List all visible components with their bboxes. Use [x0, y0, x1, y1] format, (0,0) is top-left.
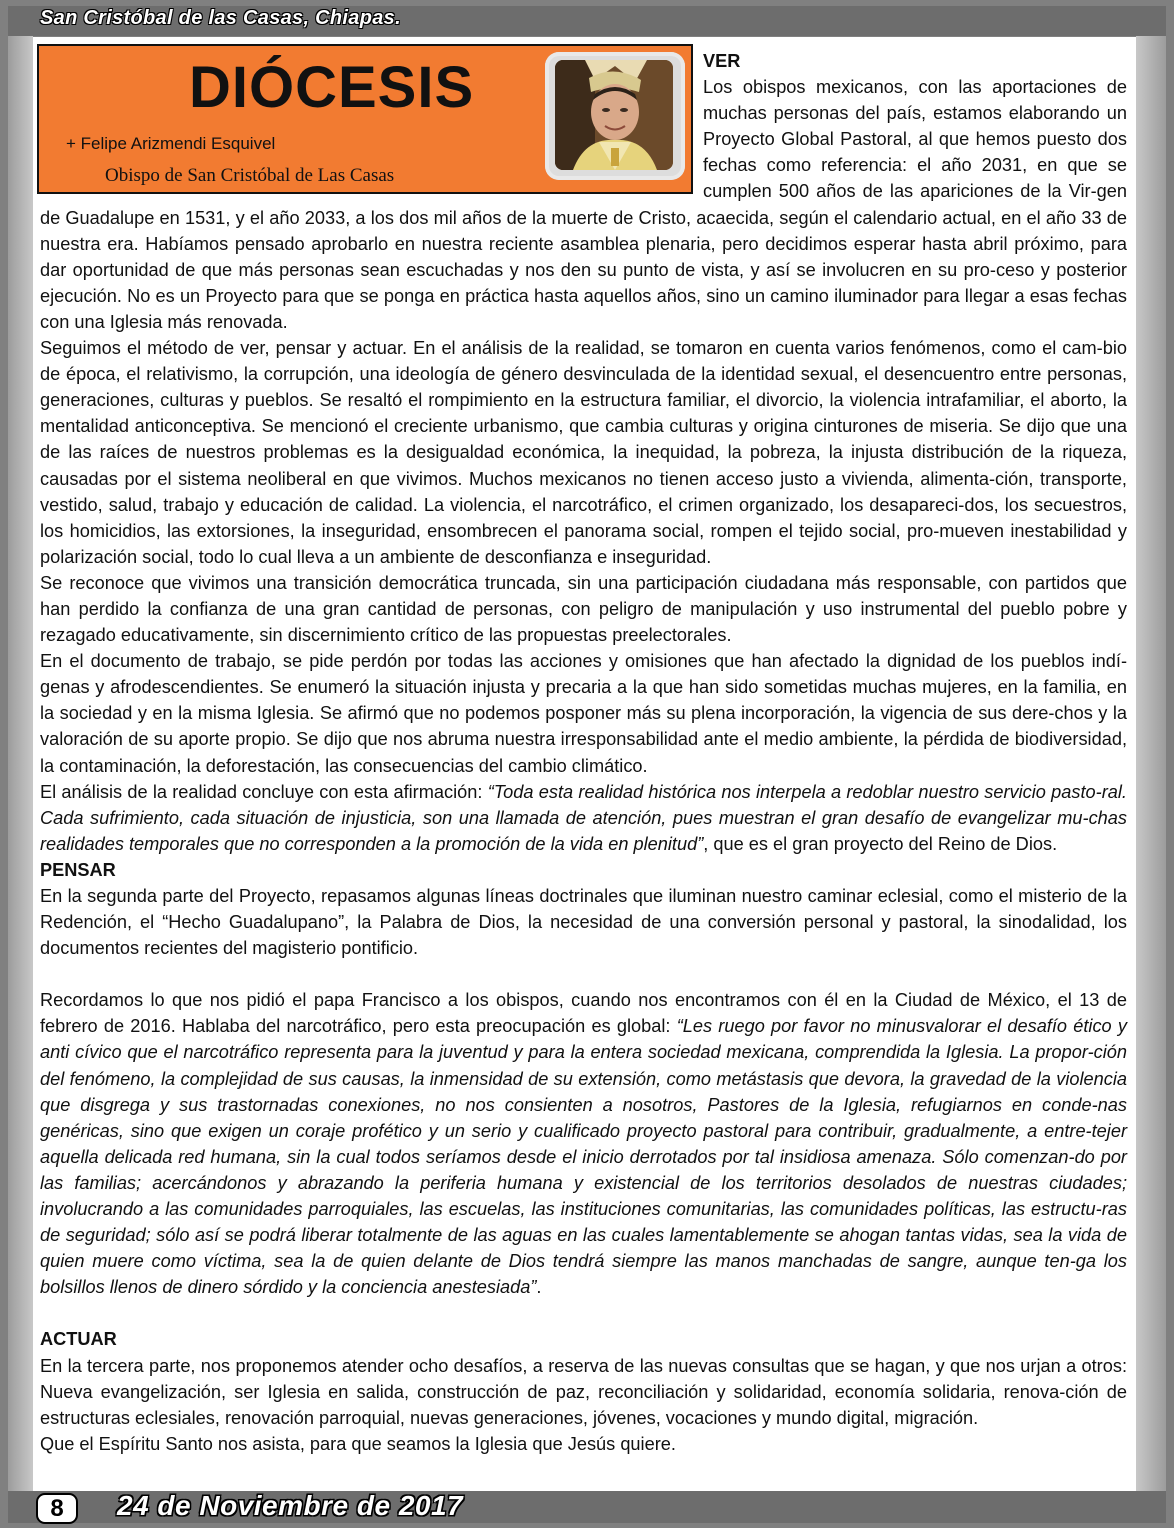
- paragraph: Los obispos mexicanos, con las aportaciones de muchas personas del país, estamos elaborando un Proyecto Global Pastoral, al que hemos puesto dos fechas como referencia: el año 2031, en que se cumplen 500 años de las apariciones de la Vir-gen de Guadalupe en 1531, y el año 2033, a los dos mil años de la muerte de Cristo, acaecida, según el calendario actual, en el año 33 de nuestra era. Habíamos pensado aprobarlo en nuestra reciente asamblea plenaria, pero decidimos esperar hasta abril próximo, para dar oportunidad de que más personas sean escuchadas y nos den su punto de vista, y así se involucren en su pro-ceso y posterior ejecución. No es un Proyecto para que se ponga en práctica hasta aquellos años, sino un camino iluminador para llegar a esas fechas con una Iglesia más renovada.: [40, 77, 1127, 332]
- page-number: 8: [36, 1493, 78, 1524]
- author-role: Obispo de San Cristóbal de Las Casas: [105, 165, 395, 186]
- quote: “Les ruego por favor no minusvalorar el desafío ético y anti cívico que el narcotráfico representa para la juventud y para la entera sociedad mexicana, comprendida la Iglesia. La propor-ción del fenómeno, la complejidad de sus causas, la inmensidad de su extensión, como metástasis que devora, la gravedad de la violencia que disgrega y sus trastornadas conexiones, no nos consienten a nosotros, Pastores de la Iglesia, refugiarnos en conde-nas genéricas, sino que exigen un coraje profético y un serio y cualificado proyecto pastoral para contribuir, gradualmente, a entre-tejer aquella delicada red humana, sin la cual todos seríamos desde el inicio derrotados por tal insidiosa amenaza. Sólo comenzan-do por las familias; acercándonos y abrazando la periferia humana y existencial de los territorios desolados de nuestras ciudades; involucrando a las comunidades parroquiales, las escuelas, las instituciones comunitarias, las comunidades políticas, las estructu-ras de seguridad; sólo así se podrá liberar totalmente de las aguas en las cuales lamentablemente se ahogan tantas vidas, sea la vida de quien muere como víctima, sea la de quien delante de Dios tendrá siempre las manos manchadas de sangre, aunque ten-ga los bolsillos llenos de dinero sórdido y la conciencia anestesiada”: [40, 1016, 1127, 1298]
- banner-spacer: [40, 48, 703, 198]
- section-heading-ver: VER: [703, 51, 741, 71]
- quote: “Toda esta realidad histórica nos interpela a redoblar nuestro servicio pasto-ral. Cada sufrimiento, cada situación de injusticia, son una llamada de atención, pues muestran el gran desafío de evangelizar mu-chas realidades temporales que no corresponden a la promoción de la vida en plenitud”: [40, 781, 1127, 854]
- issue-date: 24 de Noviembre de 2017: [117, 1490, 464, 1521]
- author-name: + Felipe Arizmendi Esquivel: [66, 134, 276, 153]
- paragraph: Se reconoce que vivimos una transición democrática truncada, sin una participación ciudadana más responsable, con partidos que han perdido la confianza de una gran cantidad de personas, con peligro de manipulación y uso instrumental del pueblo pobre y rezagado educativamente, sin discernimiento crítico de las propuestas preelectorales.: [40, 572, 1127, 646]
- text-run: , que es el gran proyecto del Reino de Dios.: [703, 833, 1058, 854]
- paragraph: En la tercera parte, nos proponemos atender ocho desafíos, a reserva de las nuevas consultas que se hagan, y que nos urjan a otros: Nueva evangelización, ser Iglesia en salida, construcción de paz, reconciliación y solidaridad, economía solidaria, renova-ción de estructuras eclesiales, renovación parroquial, nuevas generaciones, jóvenes, vocaciones y mundo digital, migración.: [40, 1355, 1127, 1428]
- paragraph-with-quote: [40, 779, 1127, 857]
- paragraph: Seguimos el método de ver, pensar y actuar. En el análisis de la realidad, se tomaron en cuenta varios fenómenos, como el cam-bio de época, el relativismo, la corrupción, una ideología de género desvinculada de la identidad sexual, el desencuentro entre personas, generaciones, culturas y pueblos. Se resaltó el rompimiento en la estructura familiar, el divorcio, la violencia intrafamiliar, el aborto, la mentalidad anticonceptiva. Se mencionó el creciente urbanismo, que cambia culturas y origina cinturones de miseria. Se dijo que una de las raíces de nuestros problemas es la desigualdad económica, la inequidad, la pobreza, la injusta distribución de la riqueza, causadas por el sistema neoliberal en que vivimos. Muchos mexicanos no tienen acceso justo a vivienda, alimenta-ción, transporte, vestido, salud, trabajo y educación de calidad. La violencia, el narcotráfico, el crimen organizado, los desapareci-dos, los secuestros, los homicidios, las extorsiones, la inseguridad, ensombrecen el panorama social, rompen el tejido social, pro-mueven inestabilidad y polarización social, todo lo cual lleva a un ambiente de desconfianza e inseguridad.: [40, 338, 1127, 567]
- location-header: San Cristóbal de las Casas, Chiapas.: [40, 7, 401, 29]
- banner-title: DIÓCESIS: [189, 55, 475, 120]
- right-border: [1136, 36, 1166, 1491]
- paragraph-with-quote: [40, 987, 1127, 1300]
- text-run: Recordamos lo que nos pidió el papa Francisco a los obispos, cuando nos encontramos con él en la Ciudad de México, el 13 de febrero de 2016. Hablaba del narcotráfico, pero esta preocupación es global:: [40, 990, 1127, 1037]
- paragraph: En la segunda parte del Proyecto, repasamos algunas líneas doctrinales que iluminan nuestro caminar eclesial, como el misterio de la Redención, el “Hecho Guadalupano”, la Palabra de Dios, la necesidad de una conversión personal y pastoral, la sinodalidad, los documentos recientes del magisterio pontificio.: [40, 886, 1127, 959]
- text-run: .: [536, 1277, 542, 1298]
- text-run: El análisis de la realidad concluye con esta afirmación:: [40, 781, 488, 802]
- spacer: [40, 1300, 1127, 1326]
- spacer: [40, 961, 1127, 987]
- left-border: [8, 36, 33, 1491]
- paragraph: En el documento de trabajo, se pide perdón por todas las acciones y omisiones que han afectado la dignidad de los pueblos indí-genas y afrodescendientes. Se enumeró la situación injusta y precaria a la que han sido sometidas muchas mujeres, en la familia, en la sociedad y en la misma Iglesia. Se afirmó que no podemos posponer más su plena incorporación, la vigencia de sus dere-chos y la valoración de su aporte propio. Se dijo que nos abruma nuestra irresponsabilidad ante el medio ambiente, la pérdida de biodiversidad, la contaminación, la deforestación, las consecuencias del cambio climático.: [40, 651, 1127, 776]
- section-heading-pensar: PENSAR: [40, 859, 116, 880]
- article-body: [40, 48, 1127, 1457]
- paragraph: Que el Espíritu Santo nos asista, para que seamos la Iglesia que Jesús quiere.: [40, 1433, 676, 1454]
- section-heading-actuar: ACTUAR: [40, 1329, 117, 1350]
